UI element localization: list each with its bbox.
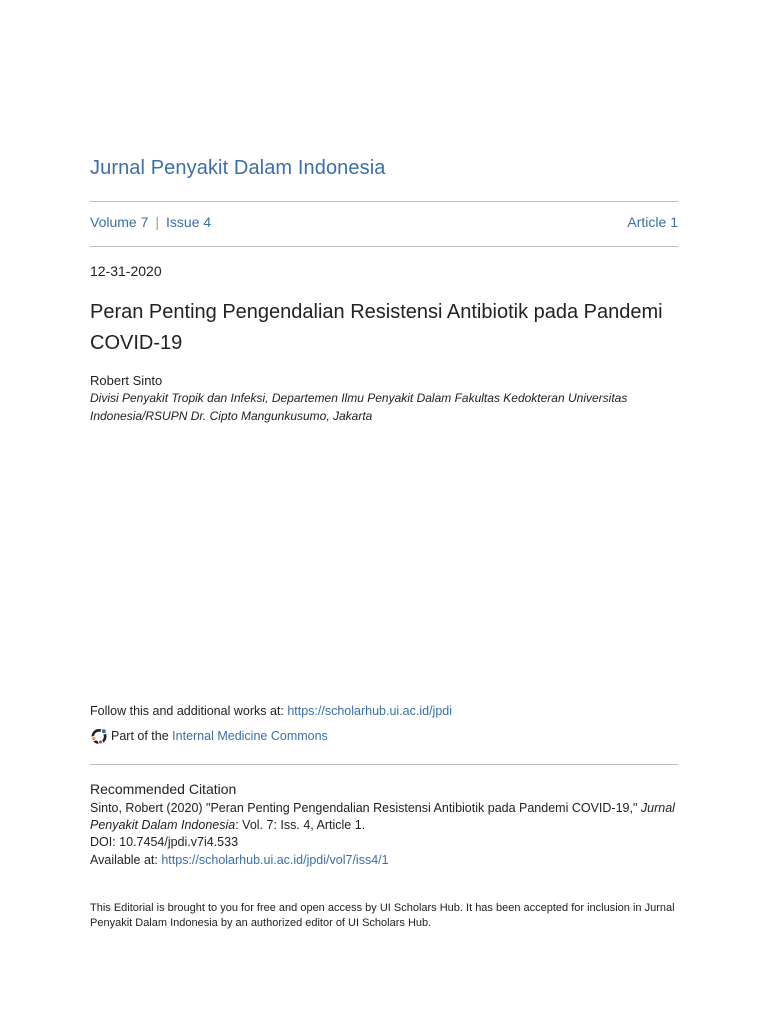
network-icon (90, 727, 108, 745)
footer-note: This Editorial is brought to you for free and open access by UI Scholars Hub. It has been accepted for inclusion in Jurnal Penyakit Dalam Indonesia by an authorized editor of UI Scholars Hub. (90, 902, 675, 929)
divider-issue (90, 246, 678, 247)
issue-link[interactable]: Issue 4 (166, 214, 212, 230)
citation-line-1 (90, 800, 678, 817)
citation-heading: Recommended Citation (90, 781, 237, 797)
citation-volume-info: : Vol. 7: Iss. 4, Article 1. (235, 818, 366, 833)
issue-bar (90, 214, 678, 230)
article-url-link[interactable]: https://scholarhub.ui.ac.id/jpdi/vol7/iss4/1 (161, 852, 389, 867)
publication-date: 12-31-2020 (90, 263, 162, 279)
citation-doi: DOI: 10.7454/jpdi.v7i4.533 (90, 835, 239, 850)
citation-available-line (90, 852, 678, 869)
journal-title-link[interactable]: Jurnal Penyakit Dalam Indonesia (90, 157, 386, 179)
follow-line (90, 704, 452, 718)
divider-top (90, 201, 678, 202)
citation-text: Sinto, Robert (2020) "Peran Penting Pengendalian Resistensi Antibiotik pada Pandemi COVID-19," (90, 801, 641, 815)
divider-citation (90, 764, 678, 765)
citation-journal-part2: Penyakit Dalam Indonesia (90, 818, 236, 833)
commons-link[interactable]: Internal Medicine Commons (172, 729, 328, 743)
follow-prefix: Follow this and additional works at: (90, 704, 288, 718)
cover-page (90, 0, 678, 1024)
issue-separator: | (155, 214, 160, 230)
repository-link[interactable]: https://scholarhub.ui.ac.id/jpdi (287, 704, 453, 718)
part-of-prefix: Part of the (111, 729, 169, 743)
citation-block (90, 800, 678, 869)
part-of-line (90, 727, 328, 745)
issue-bar-left (90, 214, 211, 230)
volume-link[interactable]: Volume 7 (90, 214, 149, 230)
author-name: Robert Sinto (90, 373, 163, 388)
available-prefix: Available at: (90, 852, 162, 867)
citation-journal-part1: Jurnal (640, 801, 675, 815)
article-link[interactable]: Article 1 (627, 214, 678, 230)
citation-line-2 (90, 817, 678, 834)
article-title: Peran Penting Pengendalian Resistensi Antibiotik pada Pandemi COVID-19 (90, 301, 663, 354)
author-affiliation: Divisi Penyakit Tropik dan Infeksi, Departemen Ilmu Penyakit Dalam Fakultas Kedokteran Universitas Indonesia/RSUPN Dr. Cipto Mangunkusumo, Jakarta (90, 391, 628, 423)
